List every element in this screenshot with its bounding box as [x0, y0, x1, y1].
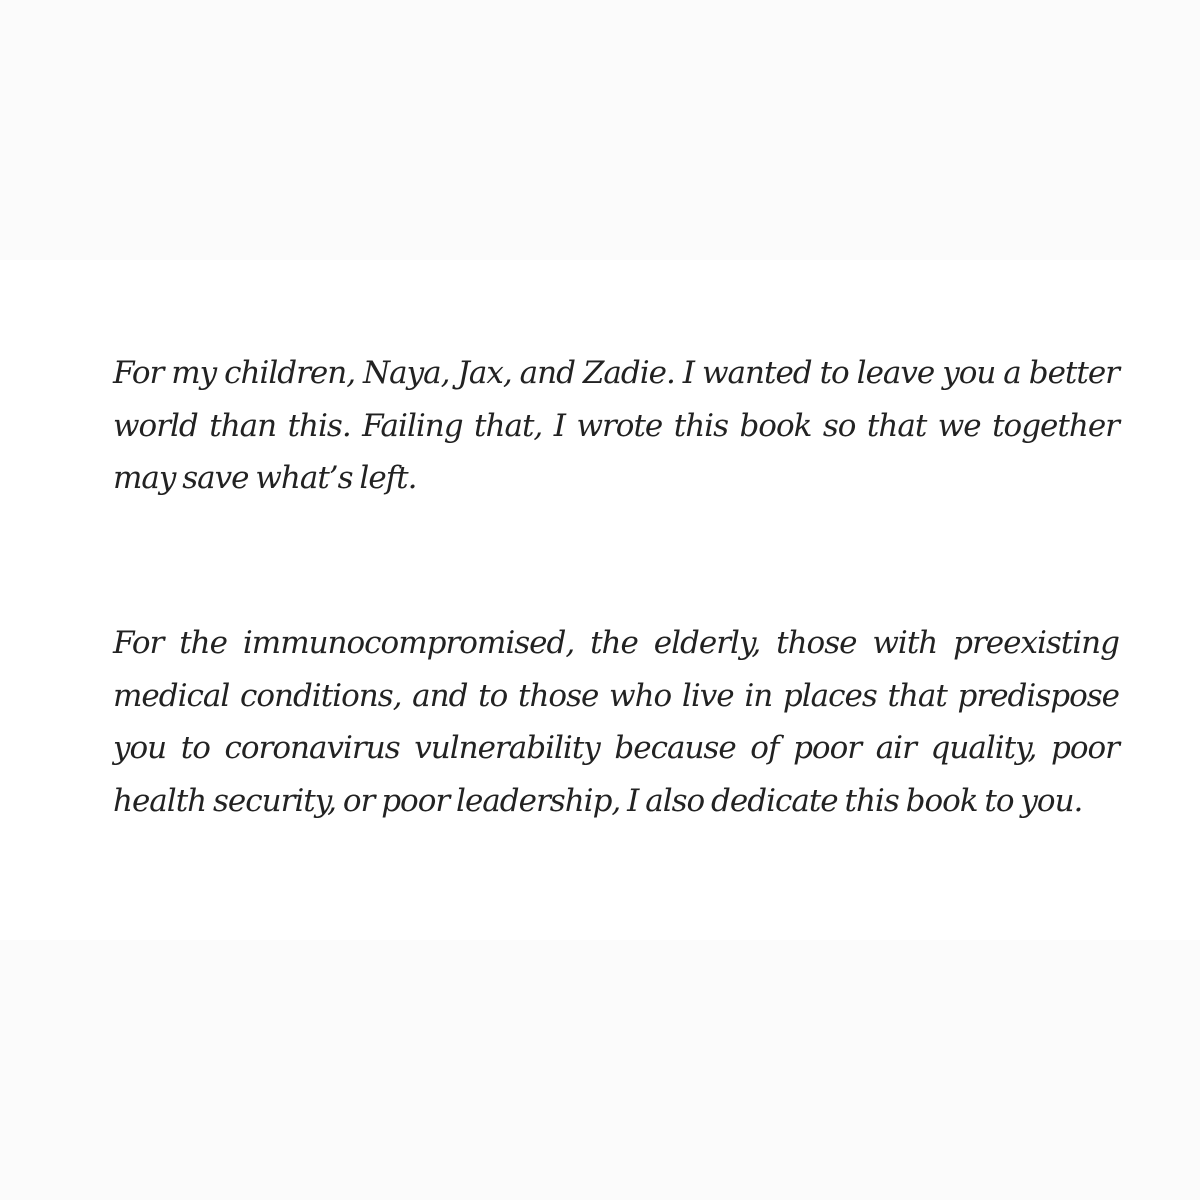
dedication-paragraph-vulnerable: For the immunocompromised, the elderly, those with preexisting medical conditions, and to those who live in places that predispose you to coronavirus vulnerability because of poor air quality, poor health security, or poor leadership, I also dedicate this book to you.	[113, 625, 1119, 819]
dedication-page	[0, 260, 1200, 940]
dedication-paragraph-children: For my children, Naya, Jax, and Zadie. I wanted to leave you a better world than this. Failing that, I wrote this book so that we together may save what’s left.	[113, 355, 1119, 496]
